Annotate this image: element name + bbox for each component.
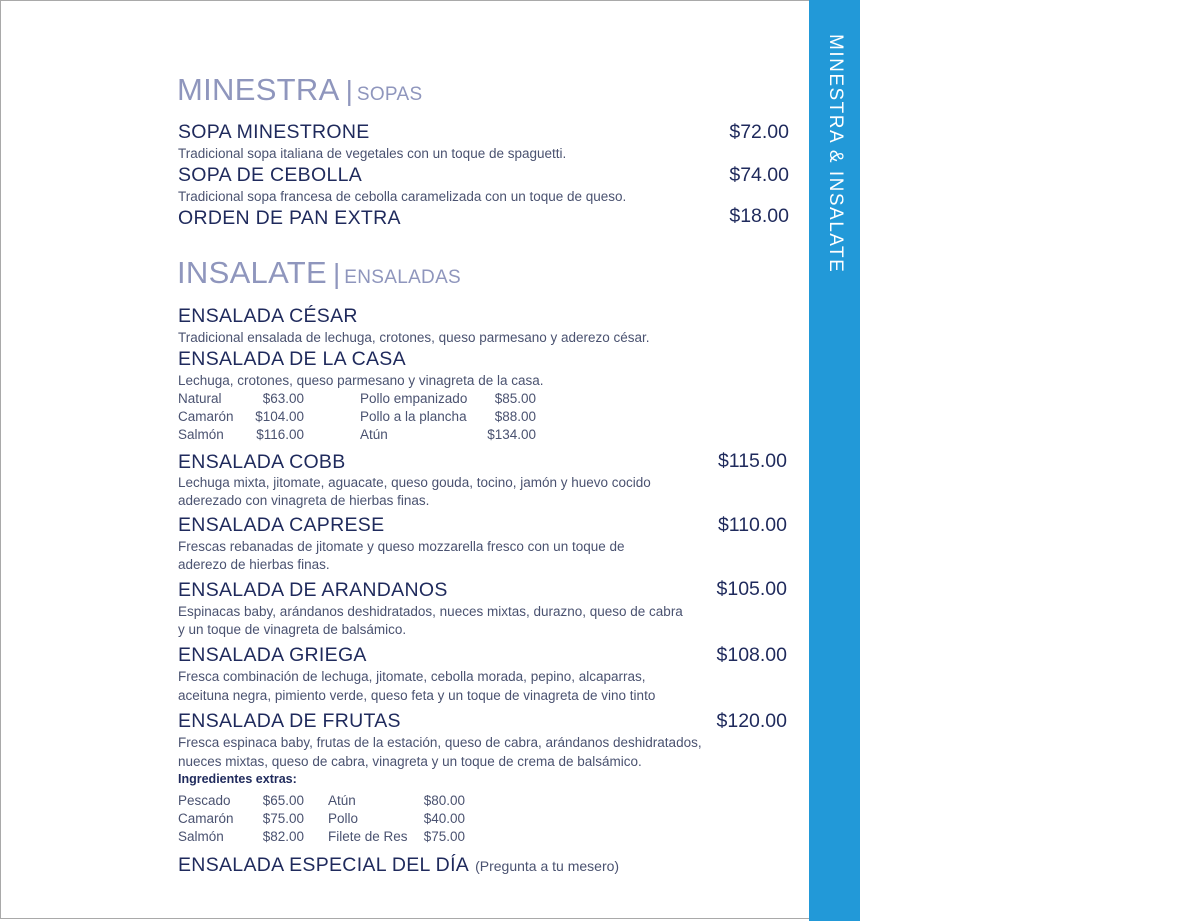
item-especial-del-dia (178, 856, 619, 876)
item-desc-ensalada-cesar: Tradicional ensalada de lechuga, crotones, queso parmesano y aderezo césar. (178, 330, 650, 345)
option-label: Atún (360, 427, 388, 442)
option-label: Filete de Res (328, 829, 408, 844)
section-heading-insalate (177, 257, 461, 288)
section-title: INSALATE (177, 255, 327, 290)
option-label: Pollo (328, 811, 359, 826)
extras-label: Ingredientes extras: (178, 772, 297, 786)
item-desc-sopa-cebolla: Tradicional sopa francesa de cebolla caramelizada con un toque de queso. (178, 189, 627, 204)
heading-separator: | (332, 258, 341, 289)
item-desc-line: Fresca espinaca baby, frutas de la estación, queso de cabra, arándanos deshidratados, (178, 735, 702, 750)
option-label: Natural (178, 391, 222, 406)
item-desc-sopa-minestrone: Tradicional sopa italiana de vegetales con un toque de spaguetti. (178, 146, 567, 161)
item-desc-line: Espinacas baby, arándanos deshidratados, nueces mixtas, durazno, queso de cabra (178, 604, 683, 619)
section-subtitle: SOPAS (356, 84, 423, 105)
option-price: $88.00 (494, 409, 536, 424)
option-label: Camarón (178, 811, 234, 826)
option-label: Salmón (178, 427, 224, 442)
item-desc-line: Frescas rebanadas de jitomate y queso mozzarella fresco con un toque de (178, 539, 625, 554)
item-name-ensalada-cesar: ENSALADA CÉSAR (178, 305, 358, 327)
item-name-sopa-cebolla: SOPA DE CEBOLLA (178, 164, 363, 186)
item-desc-line: aderezado con vinagreta de hierbas finas. (178, 493, 430, 508)
item-name-ensalada-frutas: ENSALADA DE FRUTAS (178, 710, 401, 732)
section-subtitle: ENSALADAS (344, 267, 462, 288)
option-price: $75.00 (262, 811, 304, 826)
item-price-ensalada-griega: $108.00 (716, 644, 787, 666)
item-desc-line: nueces mixtas, queso de cabra, vinagreta y un toque de crema de balsámico. (178, 754, 642, 769)
option-price: $104.00 (255, 409, 304, 424)
item-name-ensalada-casa: ENSALADA DE LA CASA (178, 348, 406, 370)
section-heading-minestra (177, 74, 422, 105)
option-price: $63.00 (262, 391, 304, 406)
option-price: $65.00 (262, 793, 304, 808)
option-label: Camarón (178, 409, 234, 424)
item-desc-line: aceituna negra, pimiento verde, queso feta y un toque de vinagreta de vino tinto (178, 688, 656, 703)
heading-separator: | (345, 75, 353, 106)
item-name-ensalada-caprese: ENSALADA CAPRESE (178, 514, 385, 536)
option-label: Pollo a la plancha (360, 409, 467, 424)
item-name-pan-extra: ORDEN DE PAN EXTRA (178, 207, 401, 229)
option-label: Atún (328, 793, 356, 808)
item-desc-line: Lechuga mixta, jitomate, aguacate, queso gouda, tocino, jamón y huevo cocido (178, 475, 651, 490)
option-price: $40.00 (423, 811, 465, 826)
item-name-sopa-minestrone: SOPA MINESTRONE (178, 121, 370, 143)
item-price-sopa-minestrone: $72.00 (729, 121, 789, 143)
item-name-ensalada-cobb: ENSALADA COBB (178, 451, 346, 473)
option-label: Pescado (178, 793, 231, 808)
option-label: Pollo empanizado (360, 391, 468, 406)
item-note-especial: (Pregunta a tu mesero) (475, 858, 620, 874)
option-price: $85.00 (494, 391, 536, 406)
section-title: MINESTRA (177, 72, 340, 107)
option-price: $82.00 (262, 829, 304, 844)
item-price-ensalada-caprese: $110.00 (717, 514, 787, 536)
item-desc-line: y un toque de vinagreta de balsámico. (178, 622, 407, 637)
item-name-ensalada-griega: ENSALADA GRIEGA (178, 644, 367, 666)
item-price-sopa-cebolla: $74.00 (729, 164, 789, 186)
option-price: $134.00 (487, 427, 536, 442)
item-price-pan-extra: $18.00 (729, 205, 789, 227)
option-price: $80.00 (423, 793, 465, 808)
item-desc-line: Fresca combinación de lechuga, jitomate, cebolla morada, pepino, alcaparras, (178, 669, 646, 684)
item-price-ensalada-frutas: $120.00 (716, 710, 787, 732)
item-price-ensalada-arandanos: $105.00 (716, 578, 787, 600)
item-price-ensalada-cobb: $115.00 (717, 450, 787, 472)
item-desc-line: aderezo de hierbas finas. (178, 557, 330, 572)
item-name-ensalada-arandanos: ENSALADA DE ARANDANOS (178, 579, 448, 601)
option-price: $75.00 (423, 829, 465, 844)
option-label: Salmón (178, 829, 224, 844)
item-desc-ensalada-casa: Lechuga, crotones, queso parmesano y vinagreta de la casa. (178, 373, 544, 388)
option-price: $116.00 (256, 427, 304, 442)
side-title: MINESTRA & INSALATE (825, 34, 846, 274)
item-name-especial: ENSALADA ESPECIAL DEL DÍA (178, 854, 470, 876)
